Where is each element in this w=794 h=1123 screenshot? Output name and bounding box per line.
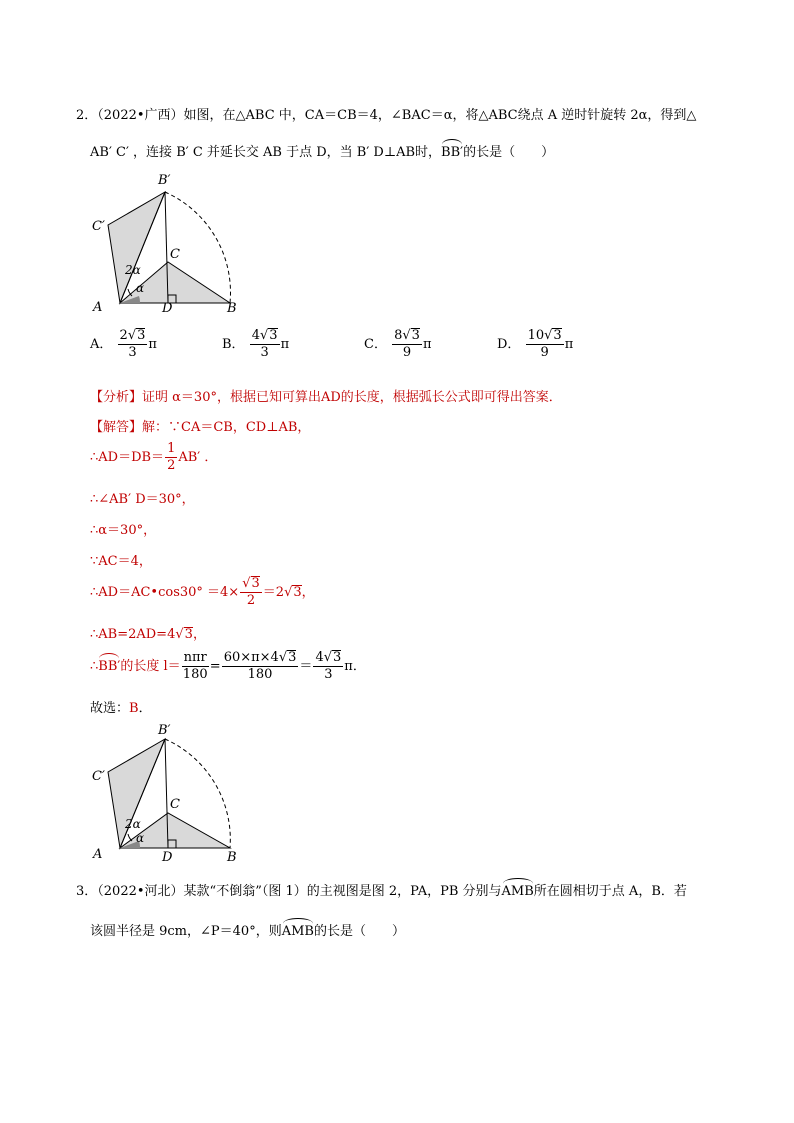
- answer-tag: 【解答】: [90, 420, 143, 435]
- analysis-text: 证明 α＝30°，根据已知可算出AD的长度，根据弧长公式即可得出答案．: [142, 390, 562, 405]
- option-c: C． $\frac{8√3}{9}$ π: [364, 328, 432, 360]
- analysis-line: [90, 386, 562, 405]
- option-a: A． $\frac{2√3}{3}$ π: [90, 328, 157, 360]
- label-alpha: α: [136, 831, 145, 845]
- answer-step1: ∴AD＝DB＝ $\frac{1}{2}$ AB′ ．: [90, 441, 218, 473]
- label-c: C: [170, 797, 180, 812]
- answer-step7: ∴BB′的长度 l＝ $\frac{\text{nπr}}{180}$ = $\frac{60\times\pi\times 4√3}{180}$ ＝ $\frac{4√3}{3}$ π．: [90, 650, 366, 682]
- label-d: D: [162, 301, 173, 316]
- q2-arc-label: BB′: [441, 145, 464, 160]
- q2-figure: [88, 168, 258, 316]
- answer-choose: 故选：B．: [90, 701, 152, 716]
- label-b: B: [227, 850, 237, 865]
- answer-intro: 解：∵CA＝CB，CD⊥AB，: [142, 420, 311, 435]
- q2-text-line2: AB′ C′ ，连接 B′ C 并延长交 AB 于点 D，当 B′ D⊥AB时，: [90, 145, 442, 160]
- label-b-prime: B′: [158, 723, 171, 738]
- answer-step6: ∴AB=2AD=4√3，: [90, 627, 206, 642]
- q2-text-line1: 如图，在△ABC 中，CA＝CB＝4，∠BAC＝α，将△ABC绕点 A 逆时针旋转 2α，得到△: [183, 108, 697, 123]
- option-b: B． $\frac{4√3}{3}$ π: [222, 328, 290, 360]
- angle-mark-2alpha: [128, 834, 132, 841]
- label-2alpha: 2α: [125, 817, 141, 831]
- label-a: A: [93, 847, 103, 862]
- q2-line2: [90, 141, 554, 160]
- label-a: A: [93, 300, 103, 315]
- q3-line1: 3．（2022•河北）某款“不倒翁”（图 1）的主视图是图 2，PA，PB 分别与AMB所在圆相切于点 A，B．若: [76, 884, 687, 899]
- q3-number: 3．: [76, 884, 98, 899]
- option-d: D． $\frac{10√3}{9}$ π: [497, 328, 574, 360]
- analysis-tag: 【分析】: [90, 390, 143, 405]
- label-b: B: [227, 301, 237, 316]
- answer-step2: ∴∠AB′ D＝30°，: [90, 492, 195, 507]
- answer-intro-line: [90, 416, 310, 435]
- q2-line1: [76, 104, 696, 123]
- label-alpha: α: [136, 281, 145, 295]
- label-2alpha: 2α: [125, 263, 141, 277]
- label-c-prime: C′: [92, 769, 105, 784]
- answer-step4: ∵AC＝4，: [90, 554, 152, 569]
- q2-number: 2．: [76, 108, 98, 123]
- solution-figure: [88, 722, 258, 867]
- label-c-prime: C′: [92, 219, 105, 234]
- q3-line2: 该圆半径是 9cm，∠P＝40°，则AMB的长是（ ）: [90, 924, 405, 939]
- q2-source: （2022•广西）: [97, 108, 184, 123]
- label-b-prime: B′: [158, 173, 171, 188]
- answer-step3: ∴α＝30°，: [90, 523, 157, 538]
- answer-step5: ∴AD＝AC•cos30° ＝4× $\frac{√3}{2}$ ＝2√3，: [90, 576, 315, 608]
- q3-source: （2022•河北）: [97, 884, 184, 899]
- label-c: C: [170, 247, 180, 262]
- q2-text-line2-end: 的长是（ ）: [463, 145, 555, 160]
- label-d: D: [162, 850, 173, 865]
